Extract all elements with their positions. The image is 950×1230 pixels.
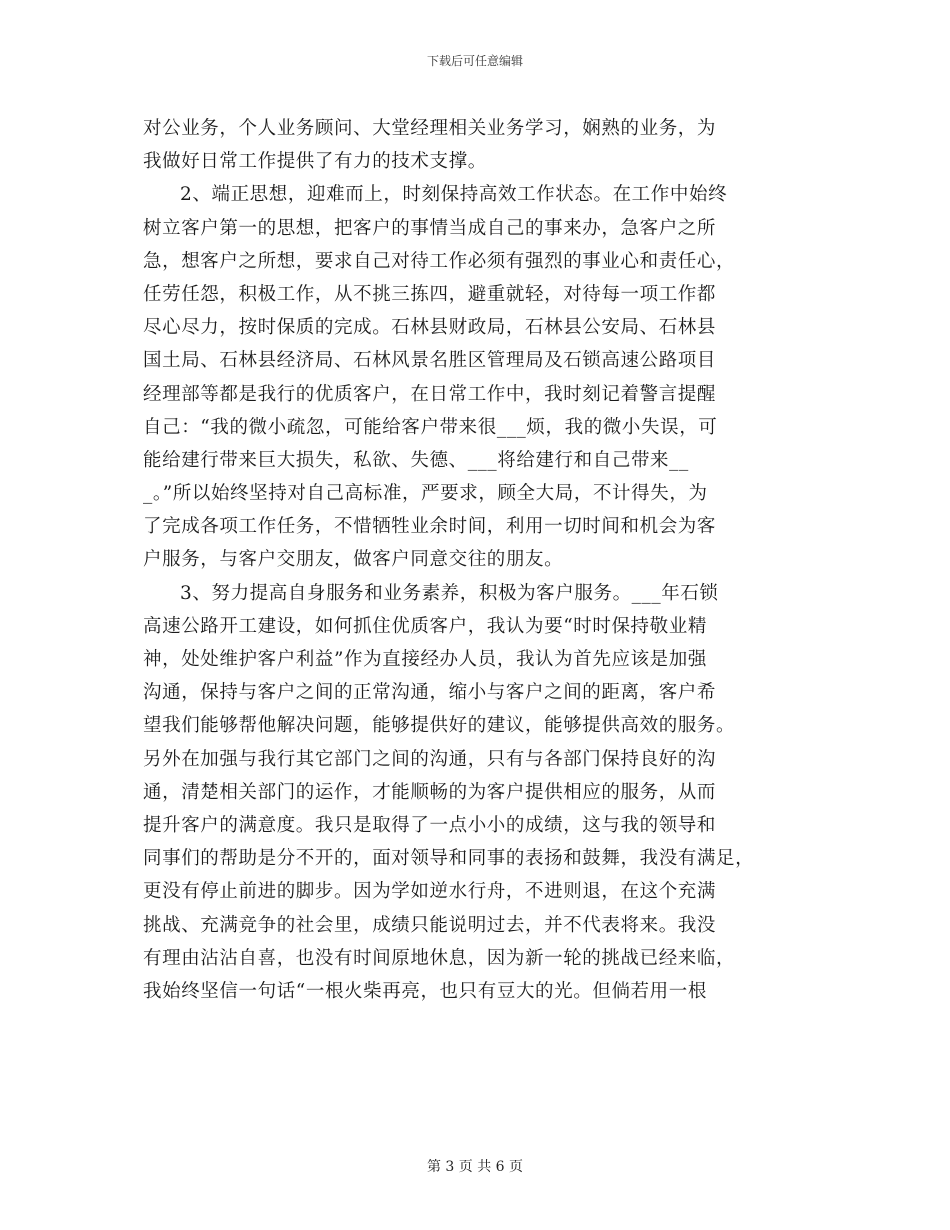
text-line: 尽心尽力，按时保质的完成。石林县财政局，石林县公安局、石林县 — [143, 317, 717, 339]
page-header-note: 下载后可任意编辑 — [426, 54, 523, 68]
text-line: 急，想客户之所想，要求自己对待工作必须有强烈的事业心和责任心， — [143, 250, 736, 272]
text-line: 能给建行带来巨大损失，私欲、失德、___将给建行和自己带来__ — [143, 449, 689, 471]
text-line: 望我们能够帮他解决问题，能够提供好的建议，能够提供高效的服务。 — [143, 715, 736, 737]
text-line: _。”所以始终坚持对自己高标准，严要求，顾全大局，不计得失，为 — [143, 483, 708, 505]
text-line: 我始终坚信一句话“一根火柴再亮，也只有豆大的光。但倘若用一根 — [143, 980, 707, 1002]
text-line: 同事们的帮助是分不开的，面对领导和同事的表扬和鼓舞，我没有满足， — [143, 848, 755, 870]
text-line: 挑战、充满竞争的社会里，成绩只能说明过去，并不代表将来。我没 — [143, 914, 717, 936]
text-line: 树立客户第一的思想，把客户的事情当成自己的事来办，急客户之所 — [143, 217, 717, 239]
text-line: 户服务，与客户交朋友，做客户同意交往的朋友。 — [143, 549, 564, 571]
text-line: 国土局、石林县经济局、石林风景名胜区管理局及石锁高速公路项目 — [143, 350, 717, 372]
text-line: 有理由沾沾自喜，也没有时间原地休息，因为新一轮的挑战已经来临， — [143, 947, 736, 969]
text-line: 对公业务，个人业务顾问、大堂经理相关业务学习，娴熟的业务，为 — [143, 118, 717, 139]
page-number-footer: 第 3 页 共 6 页 — [426, 1159, 524, 1175]
text-line: 通，清楚相关部门的运作，才能顺畅的为客户提供相应的服务，从而 — [143, 781, 717, 803]
text-line: 更没有停止前进的脚步。因为学如逆水行舟，不进则退，在这个充满 — [143, 881, 717, 903]
text-line: 自己：“我的微小疏忽，可能给客户带来很___烦，我的微小失误，可 — [143, 416, 718, 438]
text-line: 沟通，保持与客户之间的正常沟通，缩小与客户之间的距离，客户希 — [143, 682, 717, 704]
text-line: 任劳任怨，积极工作，从不挑三拣四，避重就轻，对待每一项工作都 — [143, 283, 717, 305]
text-line: 神，处处维护客户利益”作为直接经办人员，我认为首先应该是加强 — [143, 649, 707, 670]
text-line: 另外在加强与我行其它部门之间的沟通，只有与各部门保持良好的沟 — [143, 748, 717, 770]
text-line: 经理部等都是我行的优质客户，在日常工作中，我时刻记着警言提醒 — [143, 383, 717, 405]
text-line: 2、端正思想，迎难而上，时刻保持高效工作状态。在工作中始终 — [180, 184, 728, 206]
text-line: 我做好日常工作提供了有力的技术支撑。 — [143, 151, 487, 173]
text-line: 3、努力提高自身服务和业务素养，积极为客户服务。___年石锁 — [180, 582, 719, 604]
text-line: 高速公路开工建设，如何抓住优质客户，我认为要“时时保持敬业精 — [143, 615, 707, 637]
document-body — [143, 112, 807, 1008]
text-line: 提升客户的满意度。我只是取得了一点小小的成绩，这与我的领导和 — [143, 814, 717, 836]
text-line: 了完成各项工作任务，不惜牺牲业余时间，利用一切时间和机会为客 — [143, 516, 717, 538]
